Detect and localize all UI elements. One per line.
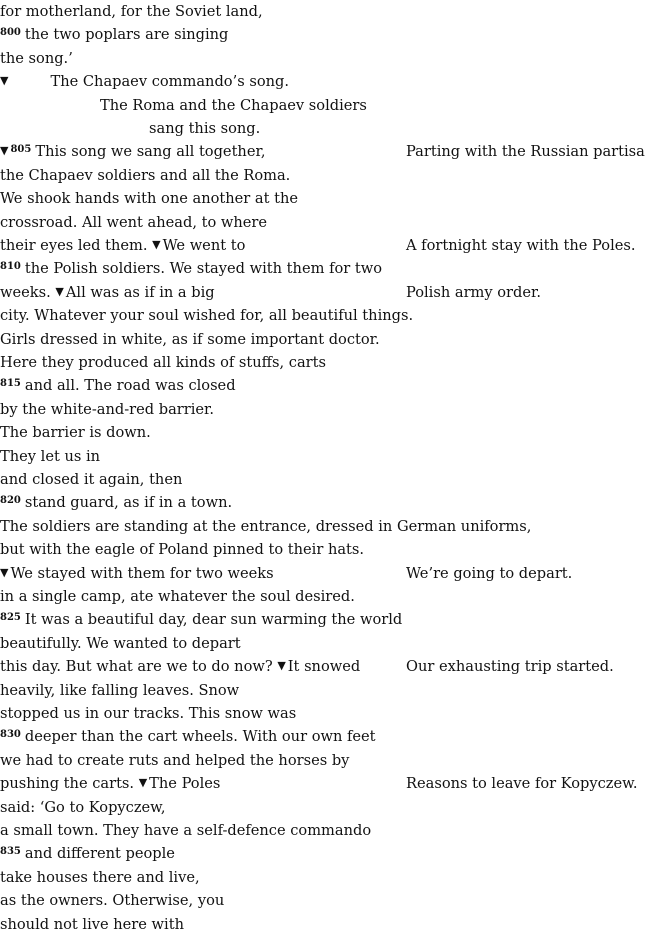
text-line: stopped us in our tracks. This snow was bbox=[0, 705, 297, 722]
text-line: and closed it again, then bbox=[0, 471, 183, 488]
line-number: 825 bbox=[0, 612, 21, 624]
triangle-marker-icon: ▼ bbox=[138, 776, 148, 790]
text-line: $^{835}$ and different people bbox=[0, 845, 175, 863]
text-line: this day. But what are we to do now? ▼ It snowed Our exhausting trip started. bbox=[0, 655, 617, 678]
text-line: as the owners. Otherwise, you bbox=[0, 892, 225, 910]
text-line: crossroad. All went ahead, to where bbox=[0, 213, 268, 231]
text-line: in a single camp, ate whatever the soul desired. bbox=[0, 588, 355, 605]
text-line: $^{815}$ and all. The road was closed bbox=[0, 377, 236, 395]
margin-note: Polish army order. bbox=[406, 283, 542, 301]
text-line: ▼ We stayed with them for two weeks We’re going to depart. bbox=[0, 562, 617, 585]
text-line: we had to create ruts and helped the horses by bbox=[0, 751, 350, 769]
text-line: beautifully. We wanted to depart bbox=[0, 634, 241, 652]
text-line: a small town. They have a self-defence commando bbox=[0, 822, 372, 839]
text-line: sang this song. bbox=[149, 120, 261, 137]
line-number: 835 bbox=[0, 846, 21, 858]
line-number: 830 bbox=[0, 729, 21, 741]
text-line: $^{800}$ the two poplars are singing bbox=[0, 26, 229, 44]
text-line: We shook hands with one another at the bbox=[0, 190, 299, 208]
text-line: by the white-and-red barrier. bbox=[0, 400, 215, 418]
text-line: weeks. ▼ All was as if in a big Polish army order. bbox=[0, 281, 617, 304]
triangle-marker-icon: ▼ bbox=[0, 144, 9, 158]
text-line: $^{810}$ the Polish soldiers. We stayed with them for two bbox=[0, 260, 383, 278]
text-line: They let us in bbox=[0, 447, 101, 465]
text-line: $^{825}$ It was a beautiful day, dear sun warming the world bbox=[0, 611, 403, 629]
margin-note: Reasons to leave for Kopyczew. bbox=[406, 775, 638, 793]
text-line: $^{820}$ stand guard, as if in a town. bbox=[0, 494, 233, 512]
text-line: should not live here with bbox=[0, 915, 184, 933]
margin-note: We’re going to depart. bbox=[406, 564, 573, 582]
text-line: pushing the carts. ▼ The Poles Reasons to leave for Kopyczew. bbox=[0, 772, 617, 795]
text-line: Girls dressed in white, as if some important doctor. bbox=[0, 330, 380, 348]
text-line: the Chapaev soldiers and all the Roma. bbox=[0, 166, 291, 184]
triangle-marker-icon: ▼ bbox=[55, 284, 64, 298]
text-line: their eyes led them. ▼ We went to A fortnight stay with the Poles. bbox=[0, 234, 617, 257]
text-line: take houses there and live, bbox=[0, 868, 200, 886]
margin-note: A fortnight stay with the Poles. bbox=[406, 237, 636, 254]
text-line: ▼ The Chapaev commando’s song. bbox=[0, 73, 289, 91]
text-line: city. Whatever your soul wished for, all beautiful things. bbox=[0, 307, 414, 325]
line-number: 805 bbox=[10, 144, 32, 156]
margin-note: Parting with the Russian partisa bbox=[406, 143, 645, 161]
triangle-marker-icon: ▼ bbox=[152, 238, 161, 251]
text-line: for motherland, for the Soviet land, bbox=[0, 3, 263, 20]
text-line: The Roma and the Chapaev soldiers bbox=[100, 96, 367, 114]
line-number: 810 bbox=[0, 261, 21, 273]
text-line: said: ‘Go to Kopyczew, bbox=[0, 798, 166, 816]
text-line: Here they produced all kinds of stuffs, carts bbox=[0, 354, 327, 371]
triangle-marker-icon: ▼ bbox=[0, 74, 9, 88]
text-line: $^{830}$ deeper than the cart wheels. With our own feet bbox=[0, 728, 376, 746]
text-line: the song.’ bbox=[0, 49, 73, 67]
text-line: The soldiers are standing at the entrance, dressed in German uniforms, bbox=[0, 517, 532, 535]
text-line: heavily, like falling leaves. Snow bbox=[0, 681, 240, 699]
triangle-marker-icon: ▼ bbox=[277, 659, 286, 673]
text-line: ▼ $^{805}$ This song we sang all together, Parting with the Russian partisa bbox=[0, 140, 617, 163]
text-line: The barrier is down. bbox=[0, 424, 151, 442]
margin-note: Our exhausting trip started. bbox=[406, 658, 614, 676]
triangle-marker-icon: ▼ bbox=[0, 565, 9, 579]
text-line: but with the eagle of Poland pinned to their hats. bbox=[0, 541, 365, 559]
line-number: 815 bbox=[0, 378, 21, 390]
line-number: 820 bbox=[0, 495, 21, 507]
line-number: 800 bbox=[0, 27, 21, 39]
